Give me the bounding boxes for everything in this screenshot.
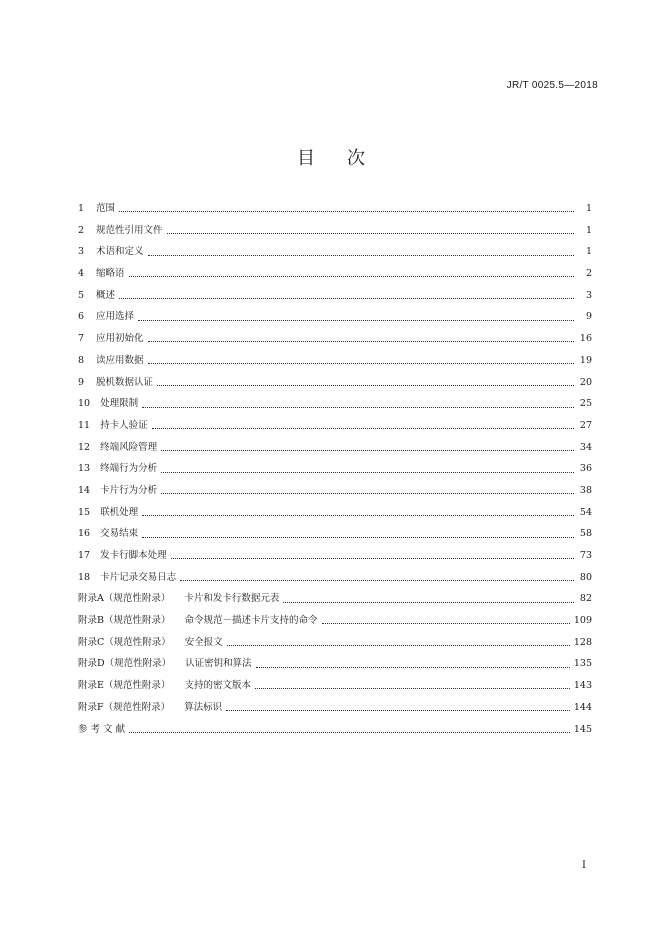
toc-entry-page: 144 — [573, 701, 592, 713]
toc-entry-label: 终端风险管理 — [100, 441, 158, 453]
toc-entry[interactable] — [78, 241, 592, 263]
toc-leader-dots — [283, 602, 574, 603]
toc-entry-number: 7 — [78, 333, 85, 345]
toc-entry-label: 持卡人验证 — [100, 419, 148, 431]
toc-entry-number: 18 — [78, 571, 91, 583]
toc-entry-label: 处理限制 — [100, 398, 139, 410]
toc-entry[interactable] — [78, 350, 592, 372]
toc-entry-number: 附录B（规范性附录） — [78, 615, 171, 627]
toc-leader-dots — [129, 732, 570, 733]
toc-entry-label: 认证密钥和算法 — [185, 658, 252, 670]
toc-entry-number: 16 — [78, 528, 91, 540]
toc-entry-number: 13 — [78, 463, 91, 475]
toc-leader-dots — [171, 558, 574, 559]
toc-entry-page: 25 — [579, 398, 592, 410]
toc-title: 目次 — [297, 148, 397, 169]
toc-leader-dots — [157, 385, 574, 386]
toc-entry-label: 参 考 文 献 — [78, 723, 126, 735]
toc-entry-page: 73 — [579, 550, 592, 561]
toc-entry-page: 1 — [585, 203, 592, 214]
toc-entry-page: 143 — [573, 680, 592, 692]
toc-entry[interactable] — [78, 545, 592, 567]
toc-leader-dots — [119, 298, 574, 299]
page-number: I — [582, 860, 586, 871]
toc-entry-number: 14 — [78, 484, 91, 496]
toc-entry-page: 36 — [579, 463, 592, 475]
toc-entry-label: 术语和定义 — [96, 246, 144, 258]
toc-entry-label: 卡片行为分析 — [100, 484, 158, 496]
toc-entry-page: 38 — [579, 484, 592, 496]
toc-entry-label: 安全报文 — [184, 636, 223, 648]
toc-entry[interactable] — [78, 567, 592, 589]
toc-entry-label: 算法标识 — [184, 701, 223, 713]
toc-entry-label: 脱机数据认证 — [96, 376, 154, 388]
toc-entry-number: 附录A（规范性附录） — [78, 593, 171, 605]
toc-entry[interactable] — [78, 523, 592, 545]
toc-entry[interactable] — [78, 502, 592, 524]
toc-leader-dots — [148, 363, 574, 364]
toc-entry-number: 附录D（规范性附录） — [78, 658, 172, 670]
toc-entry[interactable] — [78, 458, 592, 480]
toc-entry[interactable] — [78, 610, 592, 632]
toc-entry-page: 82 — [579, 593, 592, 605]
toc-entry-label: 规范性引用文件 — [96, 224, 163, 236]
toc-entry[interactable] — [78, 653, 592, 675]
toc-entry-page: 128 — [573, 636, 592, 648]
toc-entry[interactable] — [78, 719, 592, 741]
toc-entry[interactable] — [78, 588, 592, 610]
toc-leader-dots — [161, 450, 574, 451]
toc-entry[interactable] — [78, 675, 592, 697]
toc-entry-number: 17 — [78, 550, 91, 561]
toc-entry[interactable] — [78, 328, 592, 350]
toc-entry[interactable] — [78, 306, 592, 328]
toc-leader-dots — [161, 493, 574, 494]
toc-entry-page: 1 — [585, 246, 592, 258]
toc-entry-page: 3 — [585, 289, 592, 301]
toc-leader-dots — [138, 320, 574, 321]
toc-entry-label: 范围 — [96, 203, 116, 214]
toc-entry-page: 2 — [585, 268, 592, 280]
toc-entry-label: 支持的密文版本 — [184, 680, 251, 692]
document-code: JR/T 0025.5—2018 — [506, 80, 598, 91]
toc-entry[interactable] — [78, 285, 592, 307]
toc-leader-dots — [148, 255, 574, 256]
toc-entry-number: 8 — [78, 354, 85, 366]
toc-entry[interactable] — [78, 437, 592, 459]
toc-entry[interactable] — [78, 697, 592, 719]
toc-leader-dots — [119, 211, 574, 212]
toc-entry[interactable] — [78, 632, 592, 654]
toc-entry[interactable] — [78, 220, 592, 242]
toc-entry-number: 1 — [78, 203, 85, 214]
toc-entry-page: 54 — [579, 506, 592, 518]
toc-entry-page: 19 — [579, 354, 592, 366]
toc-leader-dots — [180, 580, 574, 581]
toc-entry-number: 附录E（规范性附录） — [78, 680, 171, 692]
toc-entry[interactable] — [78, 480, 592, 502]
toc-entry-label: 终端行为分析 — [100, 463, 158, 475]
toc-entry[interactable] — [78, 263, 592, 285]
toc-list — [78, 198, 592, 740]
toc-leader-dots — [148, 341, 574, 342]
toc-entry-page: 109 — [573, 615, 592, 627]
toc-leader-dots — [142, 407, 574, 408]
toc-entry-page: 34 — [579, 441, 592, 453]
toc-entry-number: 10 — [78, 398, 91, 410]
toc-entry-label: 读应用数据 — [96, 354, 144, 366]
toc-entry[interactable] — [78, 372, 592, 394]
toc-entry-number: 15 — [78, 506, 91, 518]
toc-entry[interactable] — [78, 198, 592, 220]
toc-entry-number: 附录C（规范性附录） — [78, 636, 171, 648]
toc-entry-label: 缩略语 — [96, 268, 125, 280]
toc-entry-page: 145 — [573, 723, 592, 735]
toc-leader-dots — [167, 233, 574, 234]
toc-entry-label: 应用选择 — [96, 311, 135, 323]
toc-entry-page: 27 — [579, 419, 592, 431]
toc-entry-page: 9 — [585, 311, 592, 323]
toc-entry-page: 16 — [579, 333, 592, 345]
toc-entry[interactable] — [78, 393, 592, 415]
toc-entry-label: 卡片记录交易日志 — [100, 571, 177, 583]
toc-entry-label: 概述 — [96, 289, 116, 301]
toc-leader-dots — [256, 667, 570, 668]
toc-entry-number: 12 — [78, 441, 91, 453]
toc-entry-number: 11 — [78, 419, 91, 431]
toc-entry-label: 应用初始化 — [96, 333, 144, 345]
toc-leader-dots — [152, 428, 574, 429]
toc-leader-dots — [227, 645, 570, 646]
toc-entry-page: 135 — [573, 658, 592, 670]
toc-leader-dots — [142, 537, 574, 538]
toc-entry-number: 3 — [78, 246, 85, 258]
toc-leader-dots — [322, 623, 570, 624]
toc-entry-page: 20 — [579, 376, 592, 388]
toc-entry-number: 5 — [78, 289, 85, 301]
toc-entry-label: 发卡行脚本处理 — [100, 550, 167, 561]
toc-entry-number: 2 — [78, 224, 85, 236]
toc-entry-label: 卡片和发卡行数据元表 — [184, 593, 280, 605]
toc-entry-page: 1 — [585, 224, 592, 236]
toc-entry-page: 80 — [579, 571, 592, 583]
toc-entry-label: 命令规范－描述卡片支持的命令 — [184, 615, 318, 627]
toc-entry-label: 联机处理 — [100, 506, 139, 518]
toc-leader-dots — [255, 688, 570, 689]
toc-entry-label: 交易结束 — [100, 528, 139, 540]
toc-entry-number: 附录F（规范性附录） — [78, 701, 171, 713]
toc-entry-page: 58 — [579, 528, 592, 540]
toc-entry[interactable] — [78, 415, 592, 437]
toc-entry-number: 4 — [78, 268, 85, 280]
toc-entry-number: 9 — [78, 376, 85, 388]
toc-leader-dots — [161, 472, 574, 473]
toc-entry-number: 6 — [78, 311, 85, 323]
toc-leader-dots — [142, 515, 574, 516]
toc-leader-dots — [226, 710, 570, 711]
toc-leader-dots — [129, 276, 574, 277]
